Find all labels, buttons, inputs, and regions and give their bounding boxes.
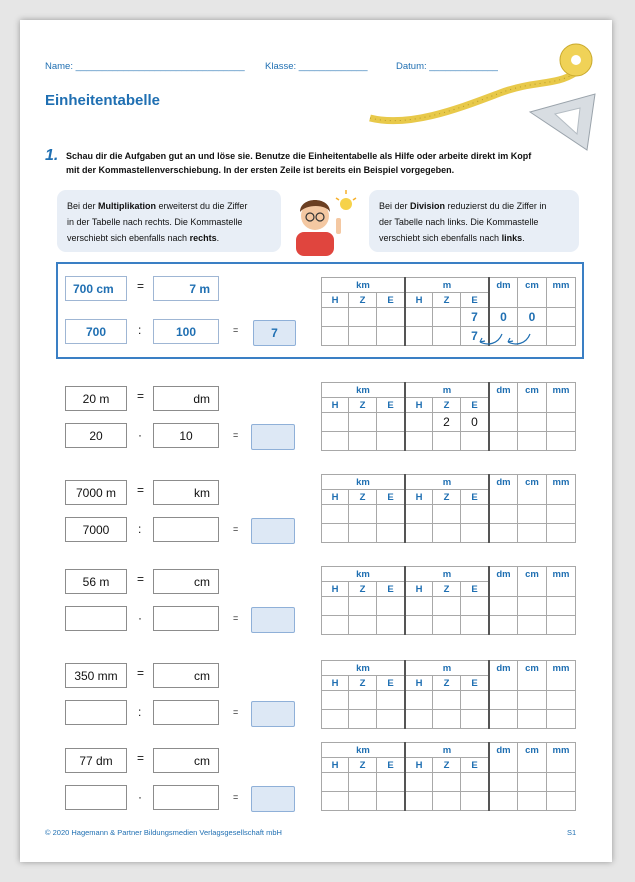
table-cell[interactable] <box>322 691 349 710</box>
table-cell[interactable] <box>433 327 461 346</box>
footer-page-number: S1 <box>567 828 577 837</box>
table-cell[interactable] <box>518 616 547 635</box>
table-cell[interactable] <box>349 773 377 792</box>
table-cell[interactable] <box>489 616 518 635</box>
table-cell[interactable] <box>489 413 518 432</box>
table-cell[interactable] <box>377 432 406 451</box>
table-cell[interactable] <box>433 524 461 543</box>
table-cell[interactable] <box>433 792 461 811</box>
worksheet-page <box>20 20 612 862</box>
table-cell[interactable] <box>518 432 547 451</box>
subheader-e: E <box>461 676 490 691</box>
operand-a-field[interactable] <box>65 785 127 810</box>
operand-b-field[interactable]: 10 <box>153 423 219 448</box>
table-cell[interactable] <box>433 432 461 451</box>
subheader-h: H <box>405 758 433 773</box>
table-cell[interactable] <box>518 524 547 543</box>
header-cm: cm <box>518 567 547 597</box>
table-cell[interactable] <box>377 773 406 792</box>
name-field-label[interactable]: Name: ________________________________ <box>45 61 245 72</box>
operand-b-field[interactable] <box>153 785 219 810</box>
table-cell[interactable] <box>377 691 406 710</box>
table-cell[interactable] <box>518 413 547 432</box>
table-cell[interactable] <box>461 773 490 792</box>
table-cell[interactable] <box>489 597 518 616</box>
header-dm: dm <box>489 567 518 597</box>
example-result-unit: 7 m <box>153 276 219 301</box>
table-cell[interactable] <box>349 327 377 346</box>
table-cell[interactable] <box>461 597 490 616</box>
table-cell[interactable] <box>547 792 576 811</box>
subheader-e: E <box>461 582 490 597</box>
table-cell[interactable] <box>433 616 461 635</box>
operand-a-field[interactable]: 7000 <box>65 517 127 542</box>
header-dm: dm <box>489 475 518 505</box>
hint-division <box>369 190 579 252</box>
header-m: m <box>405 278 489 293</box>
subheader-h: H <box>322 758 349 773</box>
example-given: 700 cm <box>65 276 127 301</box>
header-mm: mm <box>547 383 576 413</box>
example-operand-b: 100 <box>153 319 219 344</box>
hint-mult-line2: in der Tabelle nach rechts. Die Kommastelle <box>67 217 243 227</box>
subheader-e: E <box>377 293 406 308</box>
header-km: km <box>322 661 406 676</box>
target-unit-field[interactable]: dm <box>153 386 219 411</box>
table-cell[interactable] <box>405 710 433 729</box>
given-value: 56 m <box>65 569 127 594</box>
table-cell[interactable] <box>377 597 406 616</box>
table-cell[interactable] <box>461 524 490 543</box>
subheader-h: H <box>322 676 349 691</box>
subheader-z: Z <box>433 398 461 413</box>
unit-table <box>321 742 576 811</box>
table-cell[interactable] <box>322 710 349 729</box>
example-equals-2: = <box>233 325 239 335</box>
header-dm: dm <box>489 743 518 773</box>
example-operator: : <box>138 323 142 337</box>
equals-sign-2: = <box>233 792 239 802</box>
table-cell[interactable] <box>433 597 461 616</box>
header-mm: mm <box>547 278 576 308</box>
table-cell[interactable] <box>322 597 349 616</box>
table-cell[interactable] <box>405 691 433 710</box>
header-mm: mm <box>547 475 576 505</box>
subheader-z: Z <box>349 398 377 413</box>
operator-sign: : <box>138 522 142 536</box>
subheader-e: E <box>377 758 406 773</box>
table-cell[interactable]: 2 <box>433 413 461 432</box>
table-cell[interactable] <box>518 773 547 792</box>
table-cell[interactable] <box>377 524 406 543</box>
header-mm: mm <box>547 567 576 597</box>
table-cell[interactable] <box>349 616 377 635</box>
table-cell[interactable] <box>489 691 518 710</box>
table-cell[interactable] <box>405 597 433 616</box>
header-cm: cm <box>518 743 547 773</box>
table-cell[interactable] <box>377 710 406 729</box>
set-square-icon <box>525 92 600 152</box>
answer-field[interactable] <box>251 607 295 633</box>
table-cell[interactable] <box>489 432 518 451</box>
task-number: 1. <box>45 147 59 164</box>
table-cell[interactable] <box>405 327 433 346</box>
subheader-h: H <box>322 582 349 597</box>
hint-mult-line1: Bei der Multiplikation erweiterst du die Ziffer <box>67 201 248 211</box>
unit-table <box>321 660 576 729</box>
table-cell[interactable] <box>547 691 576 710</box>
subheader-e: E <box>377 676 406 691</box>
answer-field[interactable] <box>251 786 295 812</box>
table-cell[interactable] <box>349 524 377 543</box>
target-unit-field[interactable]: cm <box>153 748 219 773</box>
target-unit-field[interactable]: cm <box>153 663 219 688</box>
table-cell[interactable] <box>547 597 576 616</box>
table-cell[interactable] <box>322 432 349 451</box>
table-cell[interactable] <box>489 505 518 524</box>
header-cm: cm <box>518 661 547 691</box>
lightbulb-icon <box>336 190 356 210</box>
table-cell[interactable] <box>489 773 518 792</box>
table-cell[interactable] <box>377 413 406 432</box>
subheader-e: E <box>461 758 490 773</box>
task-instructions <box>66 149 596 177</box>
table-cell[interactable] <box>547 710 576 729</box>
target-unit-field[interactable]: cm <box>153 569 219 594</box>
operator-sign: · <box>138 790 142 804</box>
table-cell[interactable] <box>405 792 433 811</box>
hint-div-line3: verschiebt sich ebenfalls nach links. <box>379 233 525 243</box>
subheader-h: H <box>322 490 349 505</box>
subheader-z: Z <box>433 490 461 505</box>
table-cell[interactable] <box>405 432 433 451</box>
page-title: Einheitentabelle <box>45 92 161 109</box>
answer-field[interactable] <box>251 424 295 450</box>
operator-sign: : <box>138 705 142 719</box>
subheader-e: E <box>461 398 490 413</box>
boy-idea-illustration <box>286 188 361 256</box>
header-mm: mm <box>547 661 576 691</box>
operand-b-field[interactable] <box>153 517 219 542</box>
table-cell[interactable] <box>489 524 518 543</box>
answer-field[interactable] <box>251 518 295 544</box>
equals-sign-2: = <box>233 707 239 717</box>
operand-a-field[interactable] <box>65 700 127 725</box>
table-cell[interactable] <box>349 308 377 327</box>
header-dm: dm <box>489 661 518 691</box>
table-cell[interactable] <box>461 691 490 710</box>
unit-table <box>321 474 576 543</box>
table-cell[interactable] <box>489 792 518 811</box>
header-km: km <box>322 567 406 582</box>
operand-a-field[interactable]: 20 <box>65 423 127 448</box>
table-cell[interactable] <box>405 413 433 432</box>
table-cell[interactable] <box>349 505 377 524</box>
shift-arrows-icon <box>468 330 558 350</box>
table-cell[interactable] <box>349 691 377 710</box>
header-km: km <box>322 278 406 293</box>
given-value: 77 dm <box>65 748 127 773</box>
table-cell[interactable] <box>349 432 377 451</box>
table-cell[interactable] <box>547 773 576 792</box>
header-m: m <box>405 475 489 490</box>
date-field-label[interactable]: Datum: _____________ <box>396 61 498 72</box>
header-dm: dm <box>489 278 518 308</box>
table-cell[interactable] <box>461 616 490 635</box>
equals-sign: = <box>137 572 145 586</box>
equals-sign: = <box>137 483 145 497</box>
table-cell[interactable] <box>349 597 377 616</box>
table-cell[interactable] <box>405 308 433 327</box>
equals-sign: = <box>137 389 145 403</box>
table-cell[interactable] <box>377 616 406 635</box>
example-operand-a: 700 <box>65 319 127 344</box>
operand-b-field[interactable] <box>153 606 219 631</box>
header-cm: cm <box>518 383 547 413</box>
table-cell[interactable] <box>322 773 349 792</box>
subheader-h: H <box>322 398 349 413</box>
table-cell[interactable] <box>518 710 547 729</box>
table-cell[interactable] <box>322 327 349 346</box>
table-cell[interactable] <box>322 616 349 635</box>
equals-sign: = <box>137 666 145 680</box>
table-cell[interactable]: 7 <box>461 327 490 346</box>
operand-b-field[interactable] <box>153 700 219 725</box>
unit-table <box>321 566 576 635</box>
table-cell[interactable] <box>405 524 433 543</box>
class-field-label[interactable]: Klasse: _____________ <box>265 61 368 72</box>
header-mm: mm <box>547 743 576 773</box>
header-dm: dm <box>489 383 518 413</box>
table-cell[interactable] <box>547 413 576 432</box>
table-cell[interactable] <box>322 524 349 543</box>
table-cell[interactable] <box>433 773 461 792</box>
subheader-z: Z <box>349 676 377 691</box>
table-cell[interactable] <box>461 792 490 811</box>
table-cell[interactable] <box>518 505 547 524</box>
subheader-e: E <box>461 490 490 505</box>
table-cell[interactable] <box>322 413 349 432</box>
table-cell[interactable] <box>405 505 433 524</box>
subheader-h: H <box>405 582 433 597</box>
operator-sign: · <box>138 428 142 442</box>
subheader-h: H <box>405 398 433 413</box>
table-cell[interactable] <box>377 327 406 346</box>
answer-field[interactable] <box>251 701 295 727</box>
equals-sign-2: = <box>233 524 239 534</box>
header-km: km <box>322 743 406 758</box>
table-cell[interactable] <box>547 524 576 543</box>
given-value: 350 mm <box>65 663 127 688</box>
table-cell[interactable] <box>322 792 349 811</box>
subheader-z: Z <box>433 758 461 773</box>
subheader-z: Z <box>349 490 377 505</box>
table-cell[interactable] <box>377 792 406 811</box>
header-m: m <box>405 567 489 582</box>
subheader-z: Z <box>349 758 377 773</box>
header-m: m <box>405 661 489 676</box>
subheader-z: Z <box>433 293 461 308</box>
header-m: m <box>405 383 489 398</box>
subheader-e: E <box>377 582 406 597</box>
table-cell[interactable] <box>349 792 377 811</box>
table-cell[interactable] <box>547 616 576 635</box>
operator-sign: · <box>138 611 142 625</box>
table-cell[interactable] <box>547 308 576 327</box>
subheader-h: H <box>322 293 349 308</box>
hint-multiplication <box>57 190 281 252</box>
subheader-z: Z <box>349 293 377 308</box>
subheader-e: E <box>377 490 406 505</box>
table-cell[interactable] <box>377 505 406 524</box>
table-cell[interactable] <box>433 691 461 710</box>
table-cell[interactable] <box>461 432 490 451</box>
table-cell[interactable] <box>518 691 547 710</box>
table-cell[interactable] <box>433 710 461 729</box>
subheader-h: H <box>405 490 433 505</box>
subheader-z: Z <box>349 582 377 597</box>
table-cell[interactable] <box>433 308 461 327</box>
example-equals: = <box>137 279 145 293</box>
hint-mult-line3: verschiebt sich ebenfalls nach rechts. <box>67 233 220 243</box>
table-cell[interactable] <box>322 308 349 327</box>
table-cell[interactable] <box>349 710 377 729</box>
subheader-e: E <box>377 398 406 413</box>
hint-div-line1: Bei der Division reduzierst du die Ziffer in <box>379 201 547 211</box>
table-cell[interactable]: 0 <box>489 308 518 327</box>
table-cell[interactable] <box>489 710 518 729</box>
table-cell[interactable] <box>405 773 433 792</box>
subheader-h: H <box>405 293 433 308</box>
hint-div-line2: der Tabelle nach links. Die Kommastelle <box>379 217 539 227</box>
table-cell[interactable]: 0 <box>518 308 547 327</box>
subheader-h: H <box>405 676 433 691</box>
equals-sign-2: = <box>233 613 239 623</box>
equals-sign: = <box>137 751 145 765</box>
table-cell[interactable] <box>349 413 377 432</box>
table-cell[interactable] <box>518 792 547 811</box>
header-cm: cm <box>518 475 547 505</box>
subheader-z: Z <box>433 582 461 597</box>
example-answer: 7 <box>253 320 296 346</box>
target-unit-field[interactable]: km <box>153 480 219 505</box>
header-m: m <box>405 743 489 758</box>
given-value: 7000 m <box>65 480 127 505</box>
header-km: km <box>322 475 406 490</box>
subheader-z: Z <box>433 676 461 691</box>
table-cell[interactable] <box>547 505 576 524</box>
equals-sign-2: = <box>233 430 239 440</box>
table-cell[interactable] <box>405 616 433 635</box>
table-cell[interactable] <box>322 505 349 524</box>
table-cell[interactable] <box>461 710 490 729</box>
table-cell[interactable]: 7 <box>461 308 490 327</box>
table-cell[interactable] <box>433 505 461 524</box>
table-cell[interactable]: 0 <box>461 413 490 432</box>
table-cell[interactable] <box>518 597 547 616</box>
header-km: km <box>322 383 406 398</box>
footer-copyright: © 2020 Hagemann & Partner Bildungsmedien Verlagsgesellschaft mbH <box>45 828 282 837</box>
task-text-line2: mit der Kommastellenverschiebung. In der ersten Zeile ist bereits ein Beispiel vorgegeben. <box>66 165 455 175</box>
table-cell[interactable] <box>547 432 576 451</box>
task-text-line1: Schau dir die Aufgaben gut an und löse sie. Benutze die Einheitentabelle als Hilfe oder arbeite direkt im Kopf <box>66 151 532 161</box>
table-cell[interactable] <box>461 505 490 524</box>
header-cm: cm <box>518 278 547 308</box>
unit-table <box>321 382 576 451</box>
operand-a-field[interactable] <box>65 606 127 631</box>
given-value: 20 m <box>65 386 127 411</box>
subheader-e: E <box>461 293 490 308</box>
table-cell[interactable] <box>377 308 406 327</box>
